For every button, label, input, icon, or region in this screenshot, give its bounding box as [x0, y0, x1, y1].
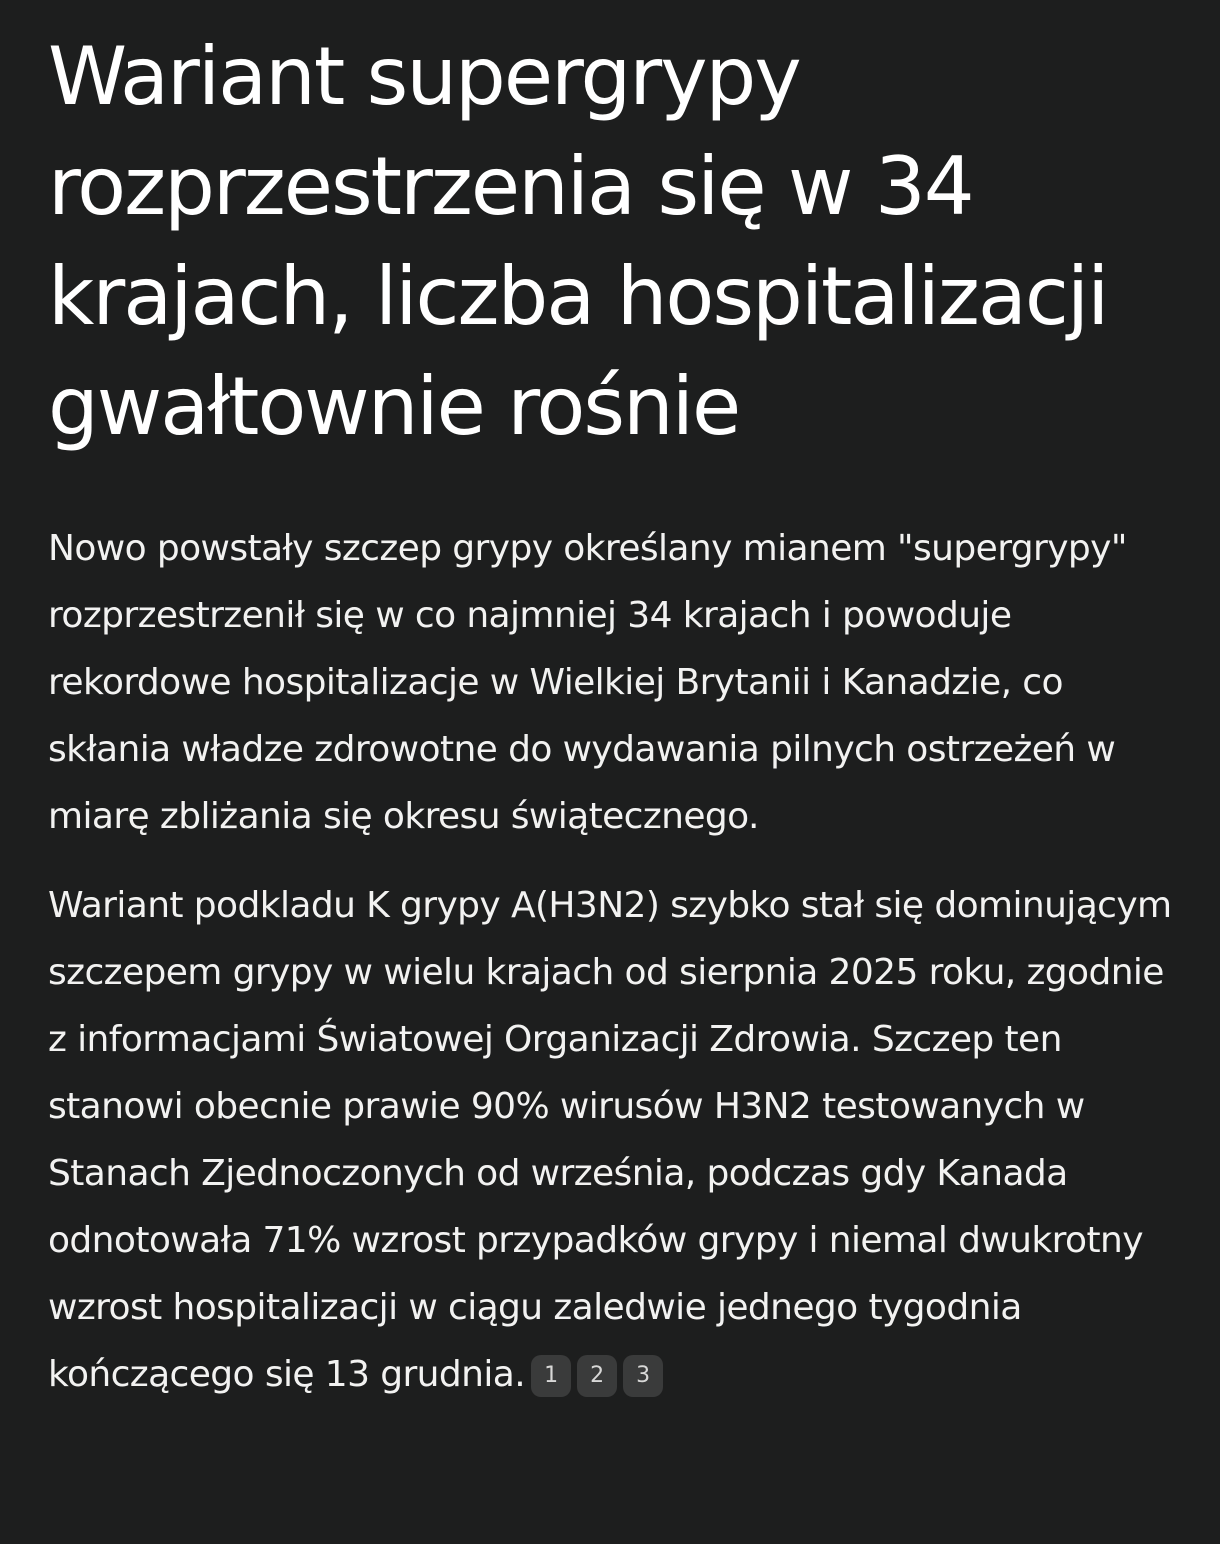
article-paragraph-2 [48, 872, 1172, 1408]
citation-badge-3[interactable]: 3 [623, 1355, 663, 1397]
article-paragraph-1 [48, 515, 1172, 850]
paragraph-2-text: Wariant podkladu K grypy A(H3N2) szybko stał się dominującym szczepem grypy w wielu krajach od sierpnia 2025 roku, zgodnie z informacjami Światowej Organizacji Zdrowia. Szczep ten stanowi obecnie prawie 90% wirusów H3N2 testowanych w Stanach Zjednoczonych od września, podczas gdy Kanada odnotowała 71% wzrost przypadków grypy i niemal dwukrotny wzrost hospitalizacji w ciągu zaledwie jednego tygodnia kończącego się 13 grudnia. [48, 885, 1172, 1395]
citation-badge-2[interactable]: 2 [577, 1355, 617, 1397]
article-title: Wariant supergrypy rozprzestrzenia się w 34 krajach, liczba hospitalizacji gwałtownie rośnie [48, 30, 1108, 453]
citation-badge-1[interactable]: 1 [531, 1355, 571, 1397]
paragraph-1-text: Nowo powstały szczep grypy określany mianem "supergrypy" rozprzestrzenił się w co najmniej 34 krajach i powoduje rekordowe hospitalizacje w Wielkiej Brytanii i Kanadzie, co skłania władze zdrowotne do wydawania pilnych ostrzeżeń w miarę zbliżania się okresu świątecznego. [48, 528, 1127, 837]
